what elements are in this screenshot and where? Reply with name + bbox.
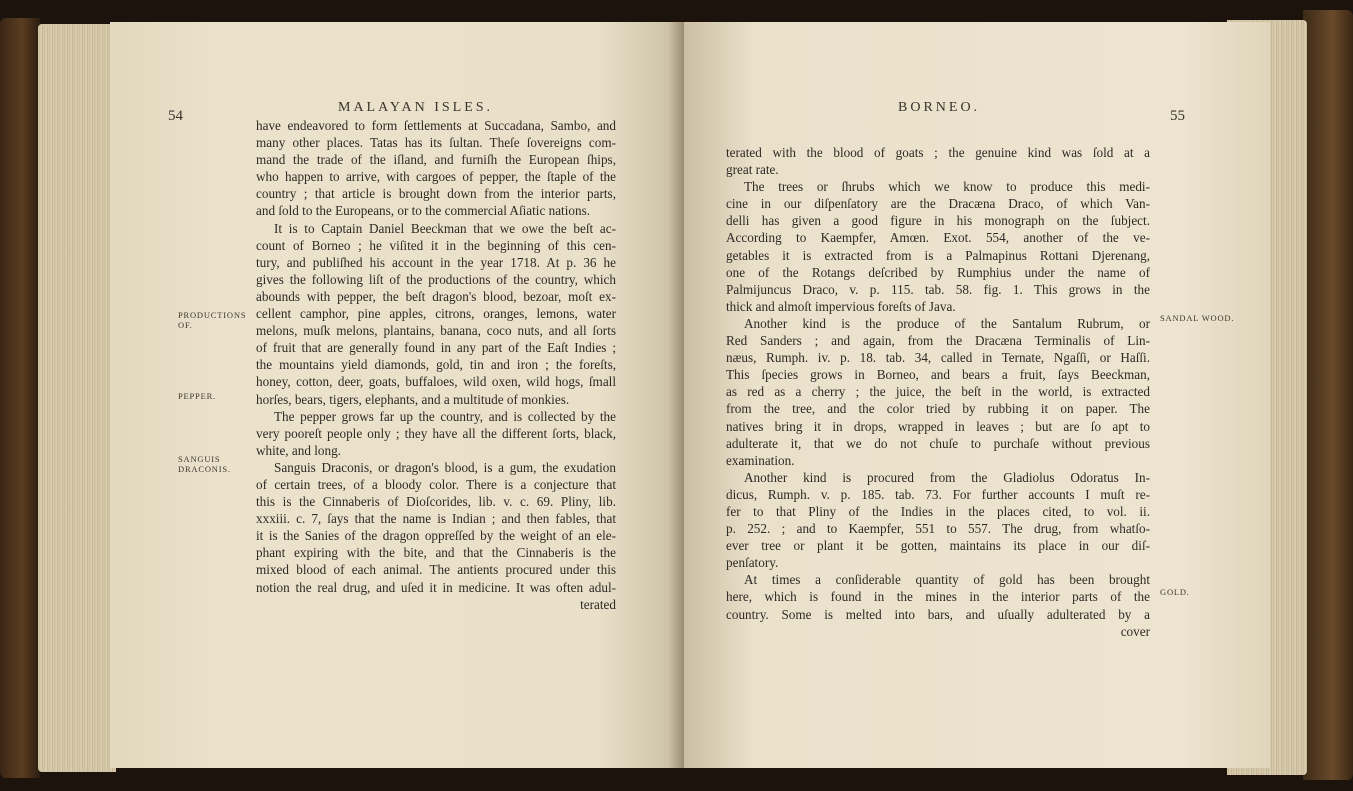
text-line: white, and long. bbox=[256, 442, 341, 458]
text-line: xxxiii. c. 7, ſays that the name is Indian ; and then fables, that bbox=[256, 511, 616, 527]
text-line: dicus, Rumph. v. p. 185. tab. 73. For further accounts I muſt re- bbox=[726, 486, 1150, 502]
text-line: country. Some is melted into bars, and uſually adulterated by a bbox=[726, 606, 1150, 622]
left-page-number: 54 bbox=[168, 108, 183, 124]
text-line: Sanguis Draconis, or dragon's blood, is a gum, the exudation bbox=[274, 459, 616, 475]
text-line: and ſold to the Europeans, or to the commercial Aſiatic nations. bbox=[256, 203, 590, 219]
text-line: Another kind is procured from the Gladiolus Odoratus In- bbox=[744, 469, 1150, 485]
text-line: terated bbox=[580, 596, 616, 612]
text-line: count of Borneo ; he viſited it in the beginning of this cen- bbox=[256, 237, 616, 253]
text-line: cover bbox=[1120, 623, 1150, 639]
right-page-number: 55 bbox=[1170, 108, 1185, 124]
text-line: abounds with pepper, the beſt dragon's blood, bezoar, moſt ex- bbox=[256, 288, 616, 304]
text-line: This ſpecies grows in Borneo, and bears a fruit, ſays Beeckman, bbox=[726, 367, 1150, 383]
book-cover-right bbox=[1303, 10, 1353, 780]
text-line: Palmijuncus Draco, v. p. 115. tab. 58. fig. 1. This grows in the bbox=[726, 281, 1150, 297]
text-line: great rate. bbox=[726, 162, 779, 178]
text-line: terated with the blood of goats ; the genuine kind was ſold at a bbox=[726, 145, 1150, 160]
text-line: horſes, bears, tigers, elephants, and a multitude of monkies. bbox=[256, 391, 570, 407]
text-line: tury, and publiſhed his account in the year 1718. At p. 36 he bbox=[256, 254, 616, 270]
text-line: country ; that article is brought down from the interior parts, bbox=[256, 186, 616, 202]
text-line: who happen to arrive, with cargoes of pepper, the ſtaple of the bbox=[256, 169, 616, 185]
text-line: honey, cotton, deer, goats, buffaloes, wild oxen, wild hogs, ſmall bbox=[256, 374, 616, 390]
text-line: here, which is found in the mines in the interior parts of the bbox=[726, 589, 1150, 605]
text-line: of certain trees, of a bloody color. There is a conjecture that bbox=[256, 476, 616, 492]
text-line: At times a conſiderable quantity of gold has been brought bbox=[744, 572, 1150, 588]
right-running-head: BORNEO. bbox=[898, 100, 981, 115]
text-line: very pooreſt people only ; they have all the different ſorts, black, bbox=[256, 425, 616, 441]
text-line: it is the Sanies of the dragon oppreſſed by the weight of an ele- bbox=[256, 528, 616, 544]
text-line: melons, muſk melons, plantains, banana, coco nuts, and all ſorts bbox=[256, 323, 616, 339]
text-line: næus, Rumph. iv. p. 18. tab. 34, called in Ternate, Ngaſſi, or Haſſi. bbox=[726, 350, 1150, 366]
right-page bbox=[684, 22, 1270, 768]
text-line: this is the Cinnaberis of Dioſcorides, lib. v. c. 69. Pliny, lib. bbox=[256, 494, 616, 510]
left-body-text bbox=[256, 117, 616, 613]
text-line: ever tree or plant it be gotten, maintains its place in our diſ- bbox=[726, 538, 1150, 554]
text-line: delli has given a good figure in his monograph on the ſubject. bbox=[726, 213, 1150, 229]
text-line: notion the real drug, and uſed it in medicine. It was often adul- bbox=[256, 579, 616, 595]
text-line: mand the trade of the iſland, and furniſh the European ſhips, bbox=[256, 152, 616, 168]
text-line: many other places. Tatas has its ſultan. Theſe ſovereigns com- bbox=[256, 135, 616, 151]
text-line: The trees or ſhrubs which we know to produce this medi- bbox=[744, 179, 1150, 195]
side-note-sanguis-draconis: SANGUIS DRACONIS. bbox=[178, 454, 231, 474]
text-line: of fruit that are generally found in any part of the Eaſt Indies ; bbox=[256, 340, 616, 356]
text-line: penſatory. bbox=[726, 555, 779, 571]
text-line: adulterate it, that we do not chuſe to purchaſe without previous bbox=[726, 435, 1150, 451]
text-line: fer to that Pliny of the Indies in the places cited, to vol. ii. bbox=[726, 503, 1150, 519]
side-note-sandal-wood: SANDAL WOOD. bbox=[1160, 313, 1235, 323]
text-line: cine in our diſpenſatory are the Dracæna Draco, of which Van- bbox=[726, 196, 1150, 212]
text-line: mixed blood of each animal. The antients procured under this bbox=[256, 562, 616, 578]
text-line: The pepper grows far up the country, and is collected by the bbox=[274, 408, 616, 424]
left-page bbox=[110, 22, 684, 768]
text-line: the mountains yield diamonds, gold, tin and iron ; the foreſts, bbox=[256, 357, 616, 373]
text-line: examination. bbox=[726, 452, 795, 468]
side-note-productions: PRODUCTIONS OF. bbox=[178, 310, 247, 330]
side-note-pepper: PEPPER. bbox=[178, 391, 216, 401]
text-line: phant expiring with the bite, and that the Cinnaberis is the bbox=[256, 545, 616, 561]
text-line: gives the following liſt of the productions of the country, which bbox=[256, 271, 616, 287]
text-line: as red as a cherry ; the juice, the beſt in the world, is extracted bbox=[726, 384, 1150, 400]
page-edges-left bbox=[38, 24, 116, 772]
text-line: Another kind is the produce of the Santalum Rubrum, or bbox=[744, 315, 1150, 331]
text-line: one of the Rotangs deſcribed by Rumphius under the name of bbox=[726, 264, 1150, 280]
text-line: thick and almoſt impervious foreſts of Java. bbox=[726, 298, 956, 314]
text-line: natives bring it in drops, wrapped in leaves ; but are ſo apt to bbox=[726, 418, 1150, 434]
book-cover-left bbox=[0, 18, 40, 778]
text-line: Red Sanders ; and again, from the Dracæna Terminalis of Lin- bbox=[726, 333, 1150, 349]
text-line: According to Kaempfer, Amœn. Exot. 554, another of the ve- bbox=[726, 230, 1150, 246]
text-line: cellent camphor, pine apples, citrons, oranges, lemons, water bbox=[256, 306, 616, 322]
text-line: have endeavored to form ſettlements at Succadana, Sambo, and bbox=[256, 118, 616, 133]
text-line: It is to Captain Daniel Beeckman that we owe the beſt ac- bbox=[274, 220, 616, 236]
text-line: from the tree, and the color tried by rubbing it on paper. The bbox=[726, 401, 1150, 417]
side-note-gold: GOLD. bbox=[1160, 587, 1190, 597]
left-running-head: MALAYAN ISLES. bbox=[338, 100, 494, 115]
text-line: p. 252. ; and to Kaempfer, 551 to 557. The drug, from whatſo- bbox=[726, 521, 1150, 537]
right-body-text bbox=[726, 144, 1150, 640]
text-line: getables it is extracted from is a Palmapinus Rottani Djerenang, bbox=[726, 247, 1150, 263]
